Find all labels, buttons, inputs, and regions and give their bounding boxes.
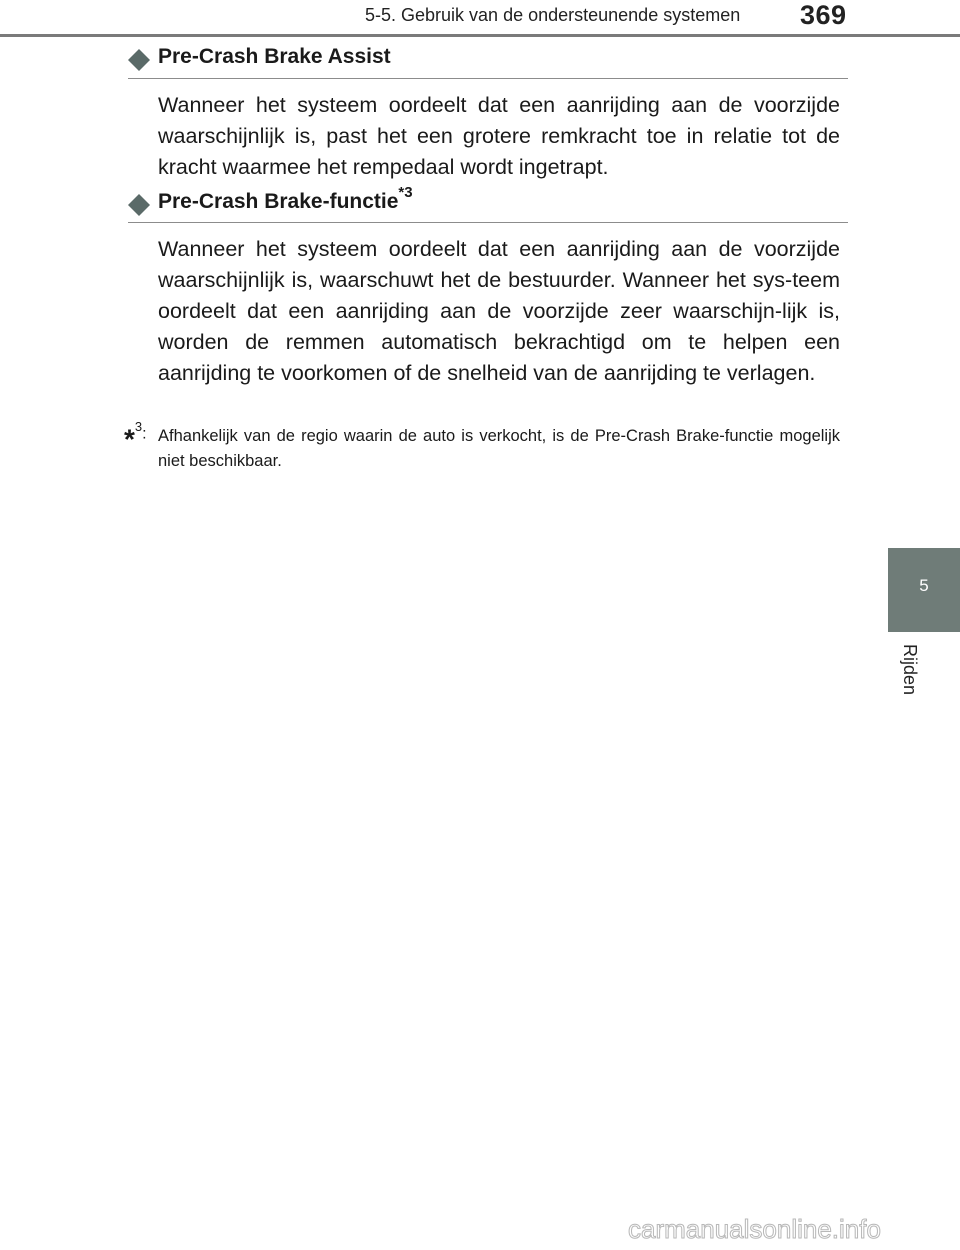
section-body-paragraph: Wanneer het systeem oordeelt dat een aanrijding aan de voorzijde waarschijnlijk is, waarschuwt het de bestuurder. Wanneer het sys-teem oordeelt dat een aanrijding aan de voorzijde zeer waarschijn-lijk is, worden de remmen automatisch bekrachtigd om te helpen een aanrijding te voorkomen of de snelheid van de aanrijding te verlagen. xyxy=(158,237,840,385)
section-title: 5-5. Gebruik van de ondersteunende systemen xyxy=(365,5,741,25)
footnote-colon: : xyxy=(142,425,147,443)
footnote-star: * xyxy=(124,423,135,455)
diamond-icon xyxy=(128,194,150,216)
footnote-text: Afhankelijk van de regio waarin de auto is verkocht, is de Pre-Crash Brake-functie mogelijk niet beschikbaar. xyxy=(158,427,840,470)
heading-footnote-ref: *3 xyxy=(398,184,413,201)
footnote-marker xyxy=(124,420,147,455)
running-header xyxy=(0,0,960,36)
section-heading-pre-crash-brake-assist xyxy=(128,45,848,75)
heading-rule xyxy=(128,78,848,79)
heading-text xyxy=(158,184,413,214)
section-body-paragraph: Wanneer het systeem oordeelt dat een aanrijding aan de voorzijde waarschijnlijk is, past het een grotere remkracht toe in relatie tot de kracht waarmee het rempedaal wordt ingetrapt. xyxy=(158,93,840,179)
watermark: carmanualsonline.info xyxy=(628,1214,881,1244)
heading-text: Pre-Crash Brake Assist xyxy=(158,45,391,68)
chapter-number: 5 xyxy=(919,576,929,595)
header-rule xyxy=(0,34,960,37)
page-number: 369 xyxy=(800,0,847,30)
chapter-name: Rijden xyxy=(900,644,920,696)
heading-label: Pre-Crash Brake-functie xyxy=(158,190,399,213)
diamond-icon xyxy=(128,49,150,71)
footnote-number: 3 xyxy=(134,419,143,434)
chapter-tab xyxy=(888,548,960,632)
section-heading-pre-crash-brake-functie xyxy=(128,184,848,220)
heading-rule xyxy=(128,222,848,223)
